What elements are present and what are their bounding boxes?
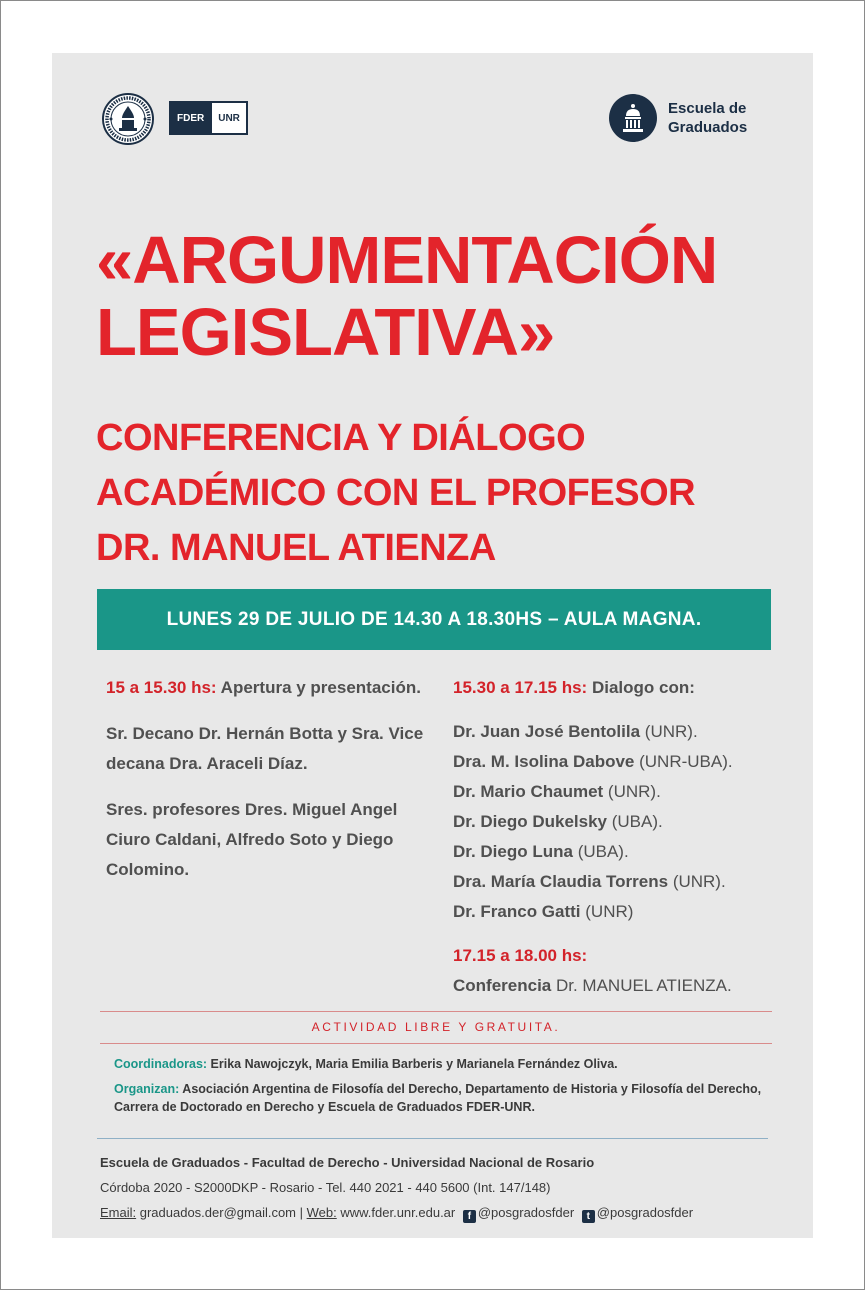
organizers-value: Asociación Argentina de Filosofía del Derecho, Departamento de Historia y Filosofía del Derecho, Carrera de Doctorado en Derecho y Escuela de Graduados FDER-UNR.	[114, 1082, 762, 1114]
twitter-icon: t	[582, 1210, 595, 1223]
schedule-left-column	[106, 673, 426, 901]
conference-block	[453, 941, 803, 1001]
coordinators-label: Coordinadoras:	[114, 1057, 208, 1071]
email-link[interactable]: graduados.der@gmail.com |	[136, 1205, 307, 1220]
speaker-name: Dr. Diego Luna	[453, 842, 573, 861]
opening-block	[106, 673, 426, 703]
dialogue-time: 15.30 a 17.15 hs:	[453, 678, 588, 697]
escuela-graduados-label: Escuela de Graduados	[668, 100, 748, 136]
opening-heading: Apertura y presentación.	[216, 678, 421, 697]
speaker-affiliation: (UNR).	[668, 872, 726, 891]
fder-unr-logo	[169, 101, 248, 135]
speaker-item	[453, 897, 803, 927]
footer-divider	[97, 1138, 768, 1139]
email-label: Email:	[100, 1205, 137, 1220]
speaker-affiliation: (UNR-UBA).	[634, 752, 733, 771]
main-title: «ARGUMENTACIÓN LEGISLATIVA»	[96, 223, 718, 370]
speaker-affiliation: (UNR)	[580, 902, 634, 921]
web-label: Web:	[306, 1205, 337, 1220]
speaker-name: Dr. Diego Dukelsky	[453, 812, 608, 831]
speaker-name: Dr. Franco Gatti	[453, 902, 581, 921]
speaker-item	[453, 837, 803, 867]
twitter-handle[interactable]: @posgradosfder	[596, 1205, 694, 1220]
contact-block	[100, 1150, 780, 1225]
opening-time: 15 a 15.30 hs:	[106, 678, 217, 697]
speaker-item	[453, 747, 803, 777]
speaker-affiliation: (UBA).	[572, 842, 629, 861]
unr-logo-text: UNR	[210, 103, 246, 133]
contact-address: Córdoba 2020 - S2000DKP - Rosario - Tel. 440 2021 - 440 5600 (Int. 147/148)	[100, 1180, 551, 1195]
conference-label: Conferencia	[453, 976, 552, 995]
organizers-label: Organizan:	[114, 1082, 180, 1096]
speaker-list	[453, 717, 803, 927]
dialogue-heading: Dialogo con:	[587, 678, 695, 697]
divider-bottom	[100, 1043, 772, 1044]
speaker-item	[453, 807, 803, 837]
building-icon	[609, 94, 657, 142]
speaker-item	[453, 717, 803, 747]
schedule-right-column	[453, 673, 803, 1001]
date-bar: LUNES 29 DE JULIO DE 14.30 A 18.30HS – AULA MAGNA.	[97, 589, 771, 650]
speaker-item	[453, 777, 803, 807]
facebook-handle[interactable]: @posgradosfder	[477, 1205, 578, 1220]
organizers-block	[114, 1055, 764, 1116]
speaker-name: Dr. Juan José Bentolila	[453, 722, 641, 741]
contact-institution: Escuela de Graduados - Facultad de Derecho - Universidad Nacional de Rosario	[100, 1155, 595, 1170]
organizers-line	[114, 1080, 764, 1116]
coordinators-line	[114, 1055, 764, 1073]
subtitle: CONFERENCIA Y DIÁLOGO ACADÉMICO CON EL PROFESOR DR. MANUEL ATIENZA	[96, 417, 696, 569]
speaker-affiliation: (UNR).	[603, 782, 661, 801]
unr-seal-icon	[102, 93, 154, 145]
divider-top	[100, 1011, 772, 1012]
conference-speaker: Dr. MANUEL ATIENZA.	[551, 976, 732, 995]
dialogue-block	[453, 673, 803, 703]
speaker-name: Dra. M. Isolina Dabove	[453, 752, 635, 771]
conference-time: 17.15 a 18.00 hs:	[453, 946, 588, 965]
facebook-icon: f	[463, 1210, 476, 1223]
coordinators-value: Erika Nawojczyk, Maria Emilia Barberis y Marianela Fernández Oliva.	[207, 1057, 618, 1071]
free-activity-label: ACTIVIDAD LIBRE Y GRATUITA.	[311, 1020, 561, 1034]
authorities-text: Sr. Decano Dr. Hernán Botta y Sra. Vice decana Dra. Araceli Díaz.	[106, 724, 424, 773]
professors-text: Sres. profesores Dres. Miguel Angel Ciuro Caldani, Alfredo Soto y Diego Colomino.	[106, 800, 398, 879]
speaker-affiliation: (UBA).	[607, 812, 663, 831]
web-link[interactable]: www.fder.unr.edu.ar	[336, 1205, 459, 1220]
contact-links	[100, 1200, 780, 1225]
speaker-item	[453, 867, 803, 897]
poster	[52, 53, 813, 1238]
escuela-graduados-logo	[609, 94, 778, 142]
speaker-name: Dr. Mario Chaumet	[453, 782, 604, 801]
speaker-name: Dra. María Claudia Torrens	[453, 872, 669, 891]
speaker-affiliation: (UNR).	[640, 722, 698, 741]
fder-logo-text: FDER	[171, 103, 210, 133]
